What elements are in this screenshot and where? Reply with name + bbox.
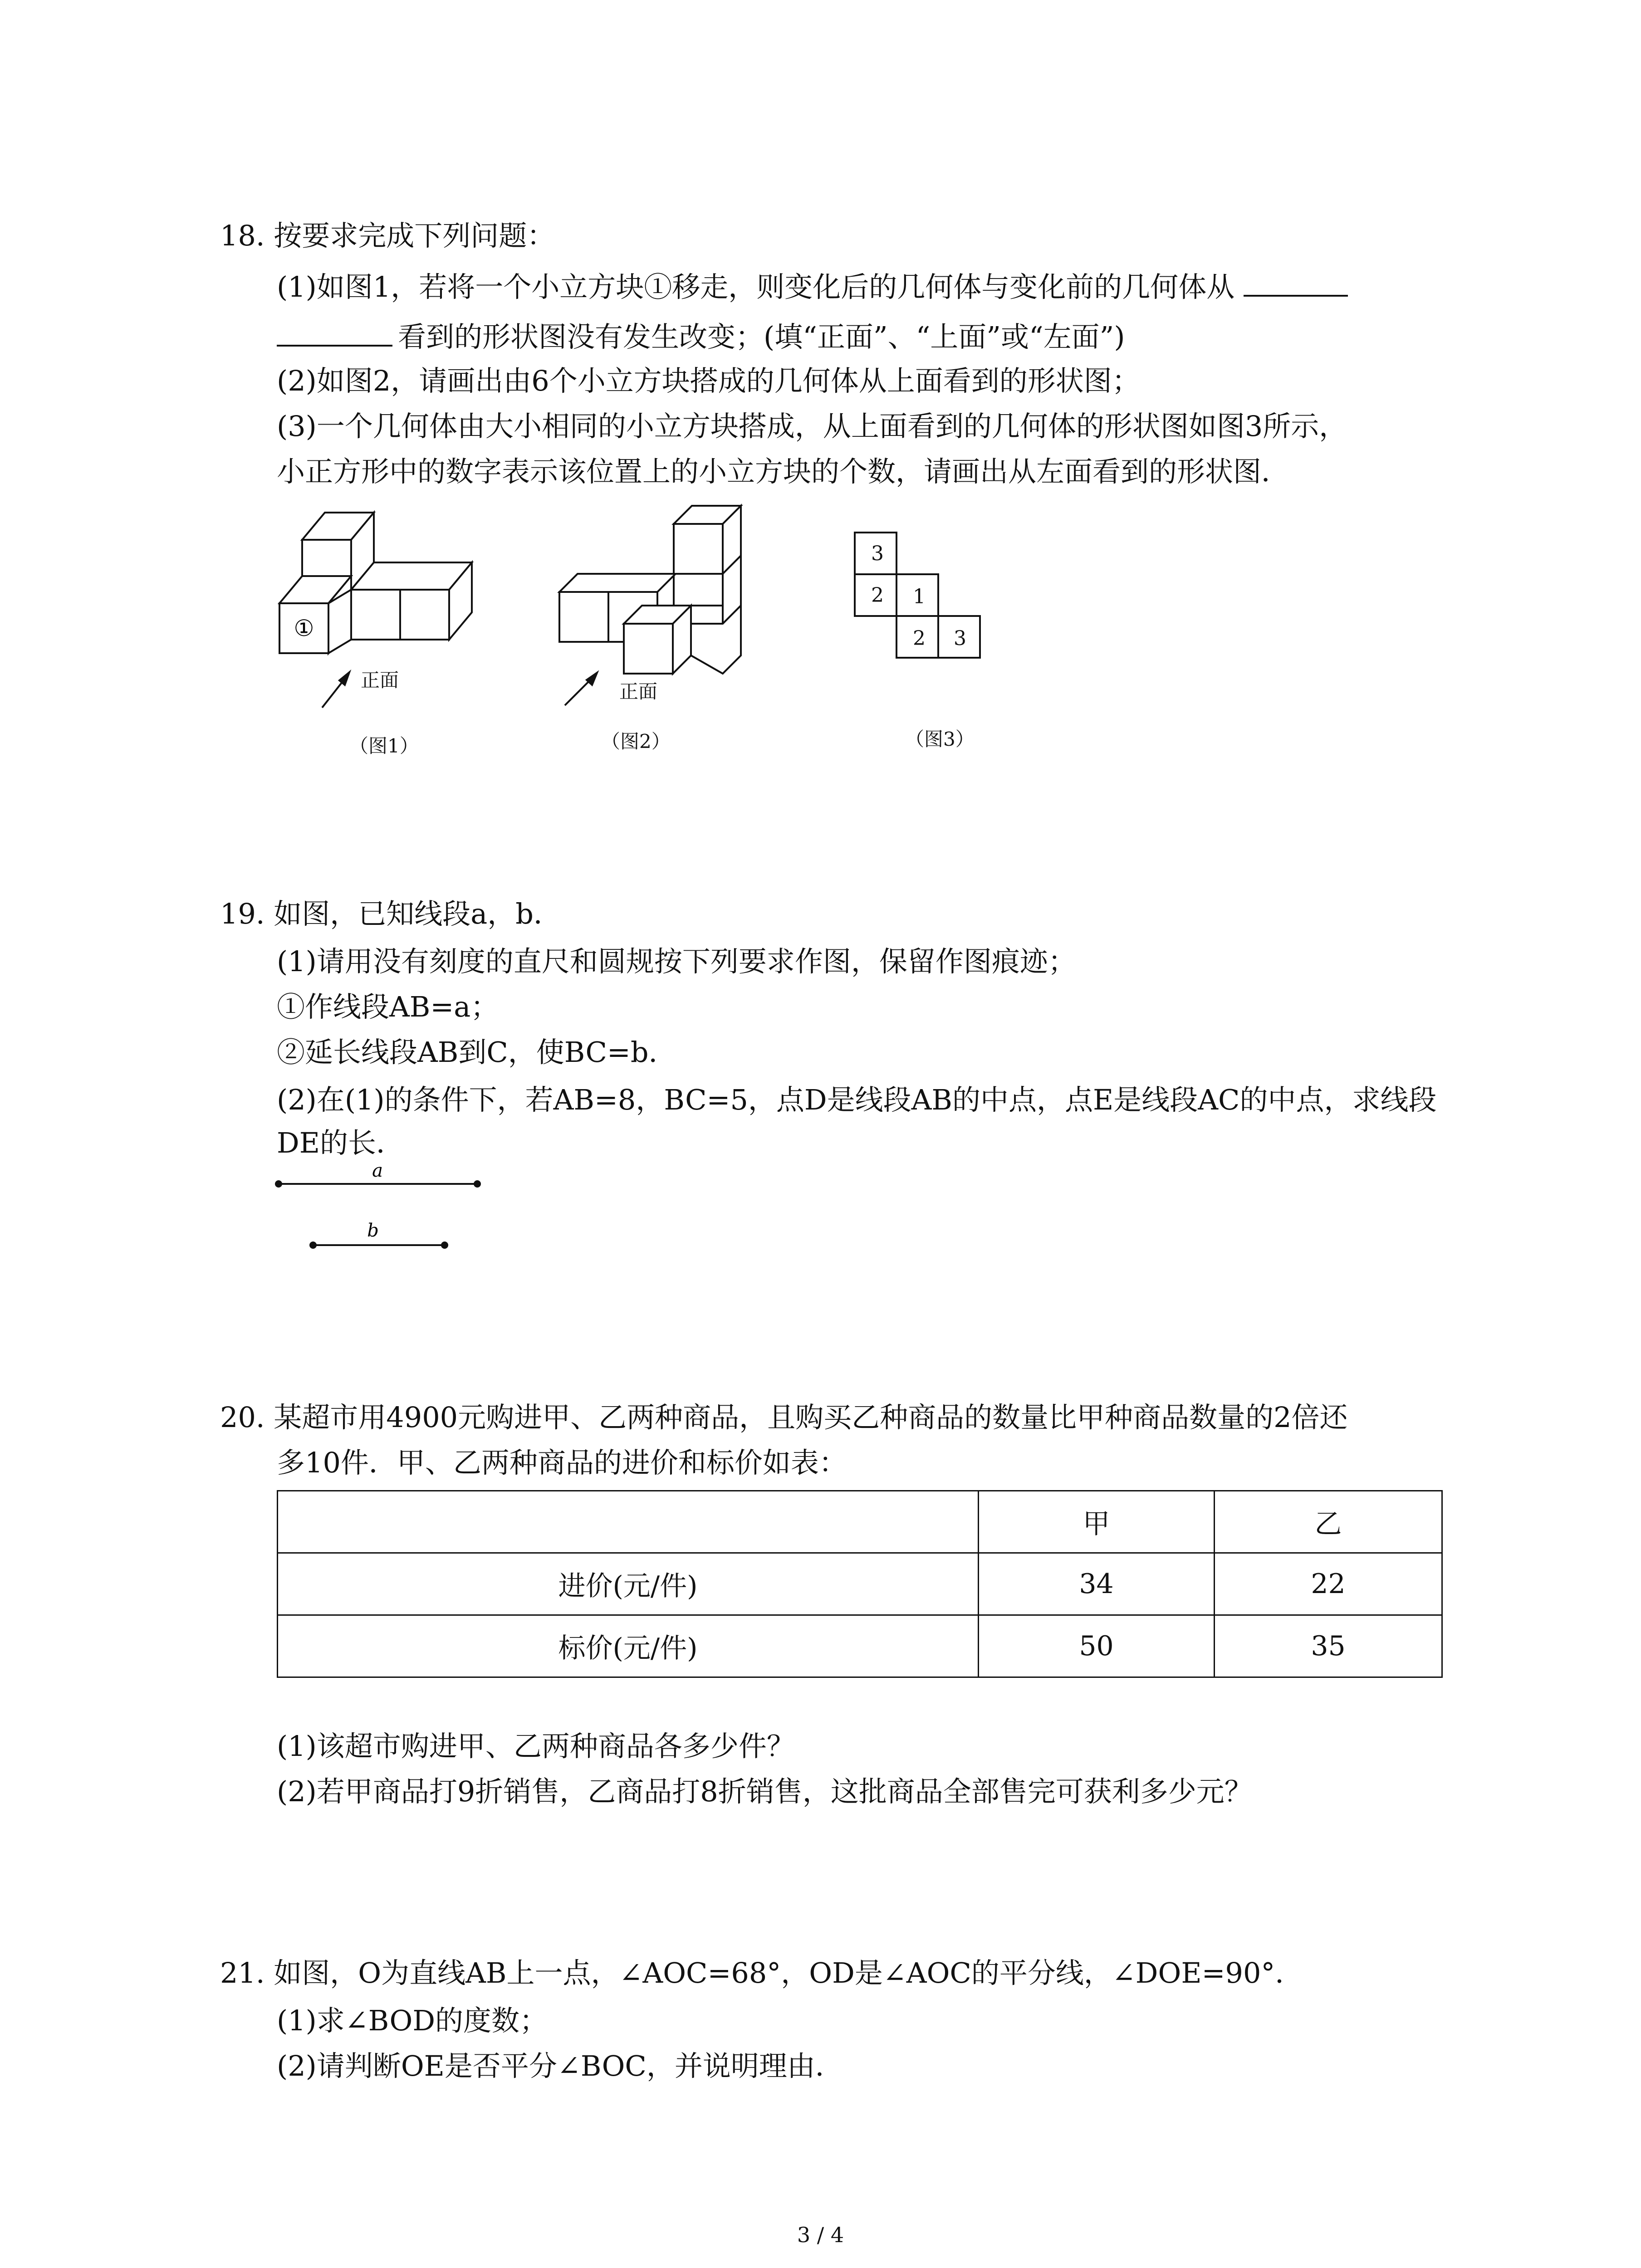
cube-mark-1: ① xyxy=(294,615,314,641)
segment-a xyxy=(272,1161,490,1198)
figure-1-cubes xyxy=(272,494,526,721)
q20-stem-line1: 20. 某超市用4900元购进甲、乙两种商品，且购买乙种商品的数量比甲种商品数量的2倍还 xyxy=(220,1401,1348,1434)
q18-part1-text: (1)如图1，若将一个小立方块①移走，则变化后的几何体与变化前的几何体从 xyxy=(277,270,1235,303)
table-cell: 22 xyxy=(1215,1553,1442,1615)
table-cell: 35 xyxy=(1215,1615,1442,1677)
table-cell: 标价(元/件) xyxy=(278,1615,979,1677)
q21-part1: (1)求∠BOD的度数； xyxy=(277,2004,548,2037)
q18-part3-line2: 小正方形中的数字表示该位置上的小立方块的个数，请画出从左面看到的形状图． xyxy=(277,455,1290,488)
answer-blank-cont xyxy=(277,318,392,347)
q18-stem: 18. 按要求完成下列问题： xyxy=(220,219,555,252)
figure-2-cubes xyxy=(551,497,778,714)
table-cell: 34 xyxy=(979,1553,1215,1615)
table-header-cell: 乙 xyxy=(1215,1491,1442,1553)
fig3-cell-2: 2 xyxy=(871,584,884,607)
q20-stem-line2: 多10件．甲、乙两种商品的进价和标价如表： xyxy=(277,1446,847,1479)
figure-2-caption: （图2） xyxy=(601,730,671,753)
q18-part1-text-b: 看到的形状图没有发生改变；(填“正面”、“上面”或“左面”) xyxy=(398,320,1125,353)
table-row xyxy=(278,1553,1442,1615)
price-table xyxy=(277,1490,1443,1678)
answer-blank xyxy=(1244,268,1348,297)
fig3-cell-3: 1 xyxy=(913,585,926,608)
q18-part1-line1 xyxy=(277,268,1348,305)
table-header-cell xyxy=(278,1491,979,1553)
segment-b xyxy=(304,1220,458,1256)
q19-part1: (1)请用没有刻度的直尺和圆规按下列要求作图，保留作图痕迹； xyxy=(277,945,1076,978)
q18-part3-line1: (3)一个几何体由大小相同的小立方块搭成，从上面看到的几何体的形状图如图3所示， xyxy=(277,410,1347,443)
q19-step1: ①作线段AB=a； xyxy=(277,990,499,1023)
q21-stem: 21. 如图，O为直线AB上一点，∠AOC=68°，OD是∠AOC的平分线，∠DOE=90°． xyxy=(220,1956,1303,1989)
segment-a-label: a xyxy=(372,1160,383,1181)
table-row xyxy=(278,1615,1442,1677)
q21-part2: (2)请判断OE是否平分∠BOC，并说明理由． xyxy=(277,2049,843,2082)
q19-part2-line1: (2)在(1)的条件下，若AB=8，BC=5，点D是线段AB的中点，点E是线段AC的中点，求线段 xyxy=(277,1083,1437,1116)
q18-part2: (2)如图2，请画出由6个小立方块搭成的几何体从上面看到的形状图； xyxy=(277,364,1140,397)
figure-3-caption: （图3） xyxy=(905,728,975,750)
q20-part2: (2)若甲商品打9折销售，乙商品打8折销售，这批商品全部售完可获利多少元？ xyxy=(277,1775,1253,1808)
figure-1-front-label: 正面 xyxy=(361,669,399,691)
fig3-cell-5: 3 xyxy=(954,627,966,650)
q19-stem: 19. 如图，已知线段a，b． xyxy=(220,897,562,930)
fig3-cell-1: 3 xyxy=(871,542,884,565)
page-number: 3 / 4 xyxy=(797,2223,844,2247)
q19-part2-line2: DE的长． xyxy=(277,1126,404,1159)
table-cell: 50 xyxy=(979,1615,1215,1677)
figure-3-top-view xyxy=(853,531,989,667)
q20-part1: (1)该超市购进甲、乙两种商品各多少件？ xyxy=(277,1730,795,1763)
q18-part1-line2 xyxy=(277,318,1125,355)
figure-2-front-label: 正面 xyxy=(619,680,658,703)
table-cell: 进价(元/件) xyxy=(278,1553,979,1615)
table-header-row xyxy=(278,1491,1442,1553)
figure-1-caption: （图1） xyxy=(349,735,419,757)
fig3-cell-4: 2 xyxy=(913,627,926,650)
table-header-cell: 甲 xyxy=(979,1491,1215,1553)
segment-b-label: b xyxy=(367,1220,379,1241)
q19-step2: ②延长线段AB到C，使BC=b． xyxy=(277,1036,677,1069)
